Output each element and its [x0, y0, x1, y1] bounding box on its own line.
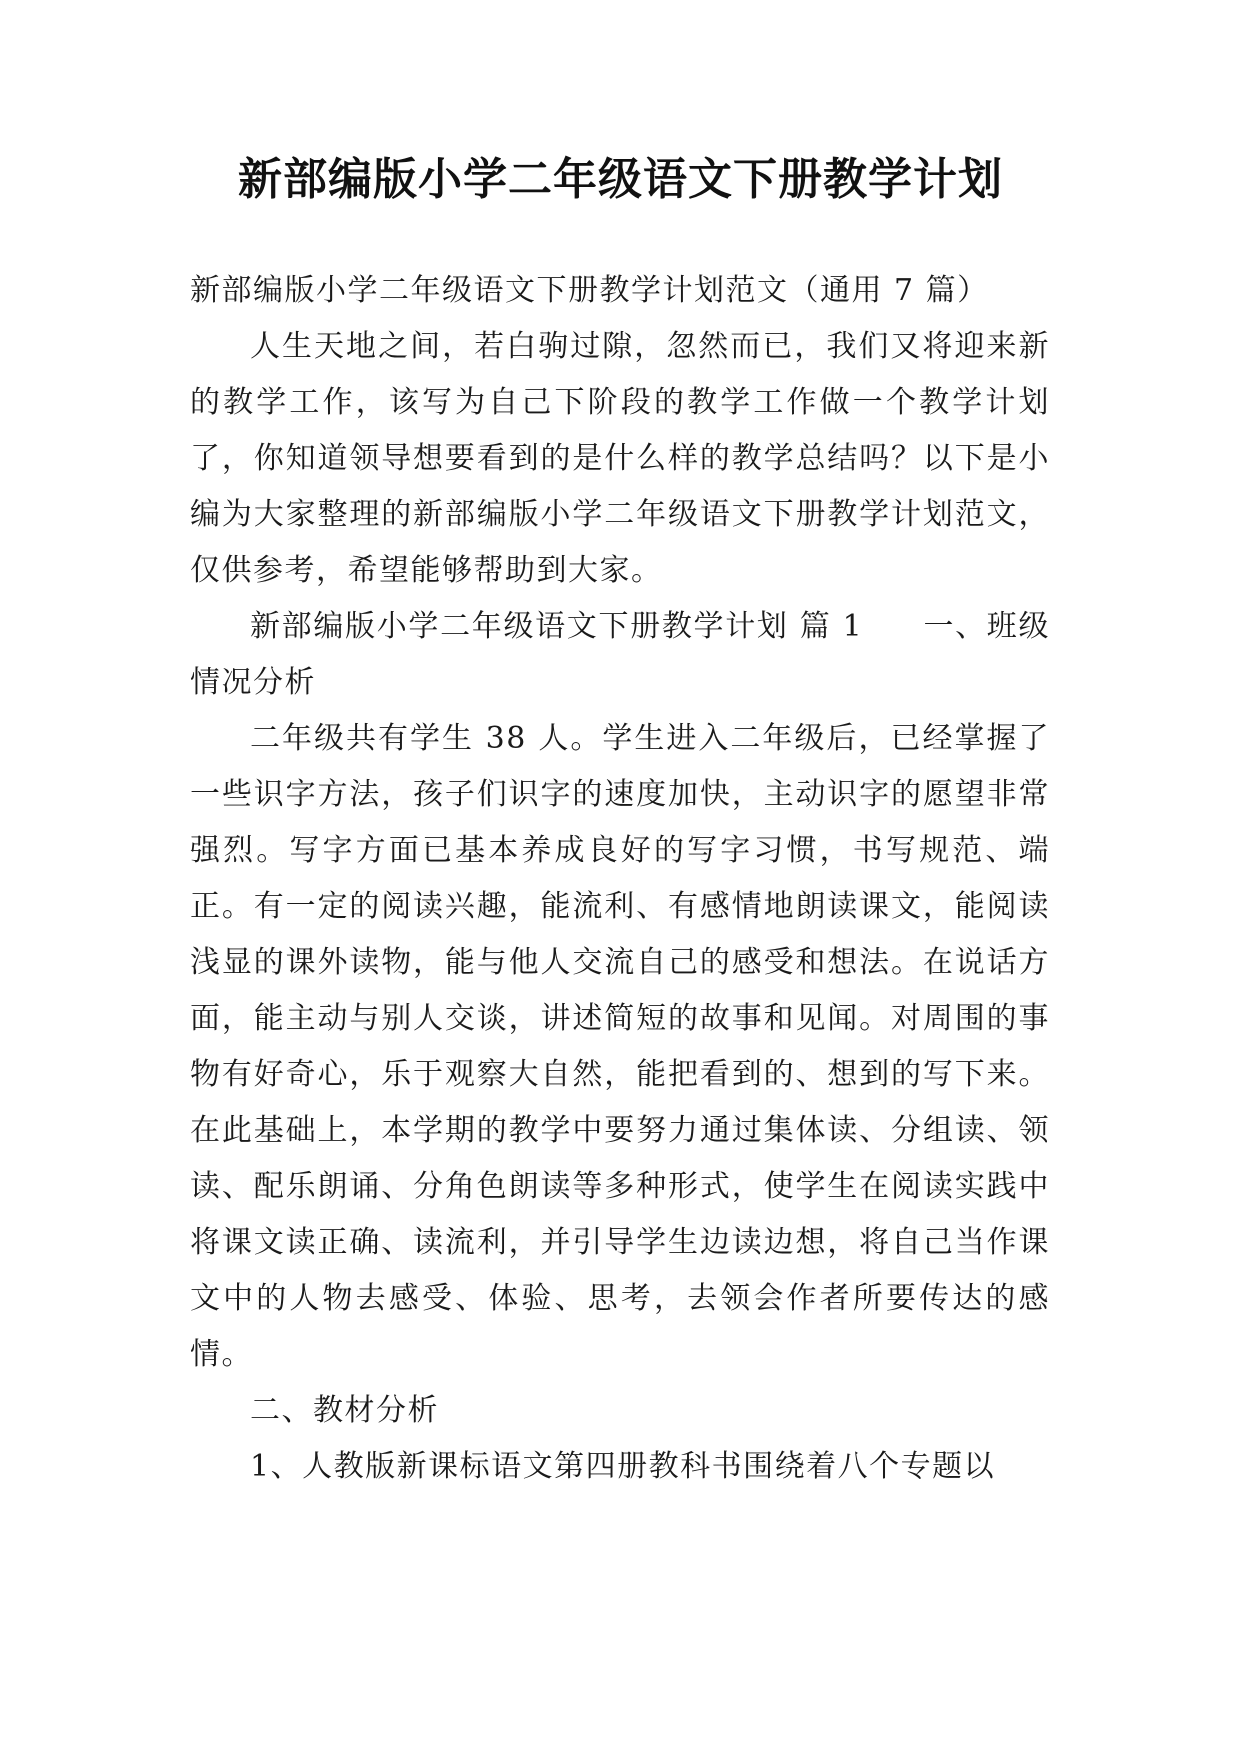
section-item: 一、班级情况分析 [190, 609, 1050, 700]
section-heading: 新部编版小学二年级语文下册教学计划 篇 1 [250, 609, 864, 644]
materials-heading: 二、教材分析 [250, 1393, 439, 1428]
materials-point-1: 1、人教版新课标语文第四册教科书围绕着八个专题以 [250, 1449, 996, 1484]
document-body [190, 263, 1050, 1495]
intro-paragraph: 人生天地之间，若白驹过隙，忽然而已，我们又将迎来新的教学工作，该写为自己下阶段的教学工作做一个教学计划了，你知道领导想要看到的是什么样的教学总结吗？以下是小编为大家整理的新部编版小学二年级语文下册教学计划范文，仅供参考，希望能够帮助到大家。 [190, 329, 1050, 588]
section-heading-paragraph [190, 599, 1050, 711]
class-analysis-paragraph: 二年级共有学生 38 人。学生进入二年级后，已经掌握了一些识字方法，孩子们识字的速度加快，主动识字的愿望非常强烈。写字方面已基本养成良好的写字习惯，书写规范、端正。有一定的阅读兴趣，能流利、有感情地朗读课文，能阅读浅显的课外读物，能与他人交流自己的感受和想法。在说话方面，能主动与别人交谈，讲述简短的故事和见闻。对周围的事物有好奇心，乐于观察大自然，能把看到的、想到的写下来。在此基础上，本学期的教学中要努力通过集体读、分组读、领读、配乐朗诵、分角色朗读等多种形式，使学生在阅读实践中将课文读正确、读流利，并引导学生边读边想，将自己当作课文中的人物去感受、体验、思考，去领会作者所要传达的感情。 [190, 721, 1050, 1372]
document-title: 新部编版小学二年级语文下册教学计划 [238, 154, 1003, 205]
document-subtitle: 新部编版小学二年级语文下册教学计划范文（通用 7 篇） [190, 273, 989, 308]
